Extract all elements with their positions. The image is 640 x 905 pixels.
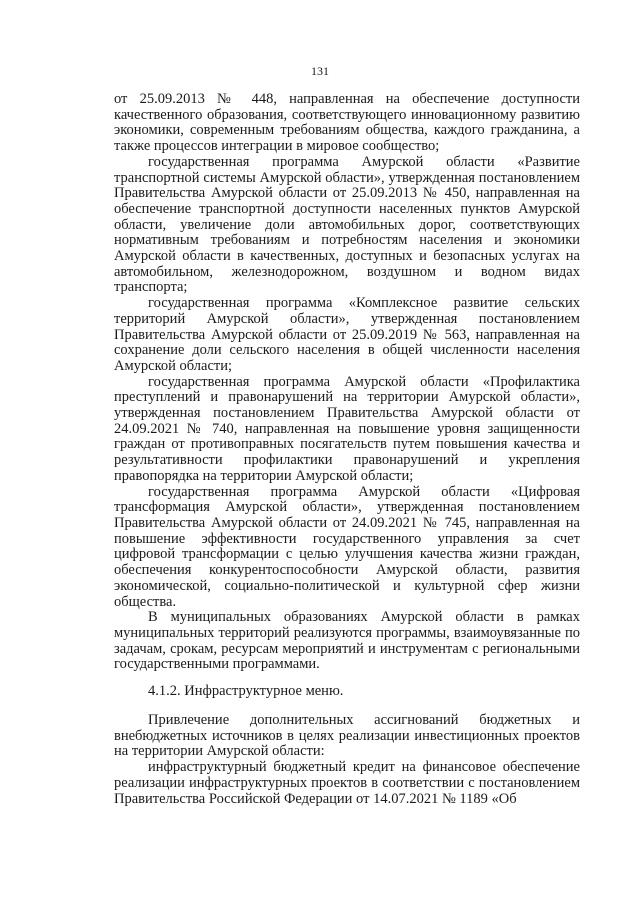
lower-text bbox=[114, 713, 580, 807]
paragraph-continuation: от 25.09.2013 № 448, направленная на обеспечение доступности качественного образования, соответствующего инновационному развитию экономики, современным требованиям общества, каждого гражданина, а также процессов интеграции в мировое сообщество; bbox=[114, 91, 580, 155]
paragraph-infrastructure-credit: инфраструктурный бюджетный кредит на финансовое обеспечение реализации инфраструктурных проектов в соответствии с постановлением Правительства Российской Федерации от 14.07.2021 № 1189 «Об bbox=[114, 759, 580, 807]
paragraph-digital-program: государственная программа Амурской области «Цифровая трансформация Амурской области», утвержденная постановлением Правительства Амурской области от 24.09.2021 № 745, направленная на повышение эффективности государственного управления за счет цифровой трансформации с целью улучшения качества жизни граждан, обеспечения конкурентоспособности Амурской области, развития экономической, социально-политической и культурной сфер жизни общества. bbox=[114, 483, 580, 610]
section-heading: 4.1.2. Инфраструктурное меню. bbox=[148, 683, 344, 699]
body-text bbox=[114, 92, 580, 673]
page-number: 131 bbox=[311, 64, 329, 78]
paragraph-rural-program: государственная программа «Комплексное развитие сельских территорий Амурской области», утвержденная постановлением Правительства Амурской области от 25.09.2019 № 563, направленная на сохранение доли сельского населения в общей численности населения Амурской области; bbox=[114, 295, 580, 374]
paragraph-additional-funding: Привлечение дополнительных ассигнований бюджетных и внебюджетных источников в целях реализации инвестиционных проектов на территории Амурской области: bbox=[114, 712, 580, 760]
paragraph-transport-program: государственная программа Амурской области «Развитие транспортной системы Амурской области», утвержденная постановлением Правительства Амурской области от 25.09.2013 № 450, направленная на обеспечение транспортной доступности населенных пунктов Амурской области, увеличение доли автомобильных дорог, соответствующих нормативным требованиям и потребностям населения и экономики Амурской области в качественных, доступных и безопасных услугах на автомобильном, железнодорожном, воздушном и водном видах транспорта; bbox=[114, 153, 580, 296]
paragraph-municipal-programs: В муниципальных образованиях Амурской области в рамках муниципальных территорий реализуются программы, взаимоувязанные по задачам, срокам, ресурсам мероприятий и инструментам с региональными государственными программами. bbox=[114, 609, 580, 673]
paragraph-crime-prevention-program: государственная программа Амурской области «Профилактика преступлений и правонарушений на территории Амурской области», утвержденная постановлением Правительства Амурской области от 24.09.2021 № 740, направленная на повышение уровня защищенности граждан от противоправных посягательств путем повышения качества и результативности профилактики правонарушений и укрепления правопорядка на территории Амурской области; bbox=[114, 373, 580, 484]
